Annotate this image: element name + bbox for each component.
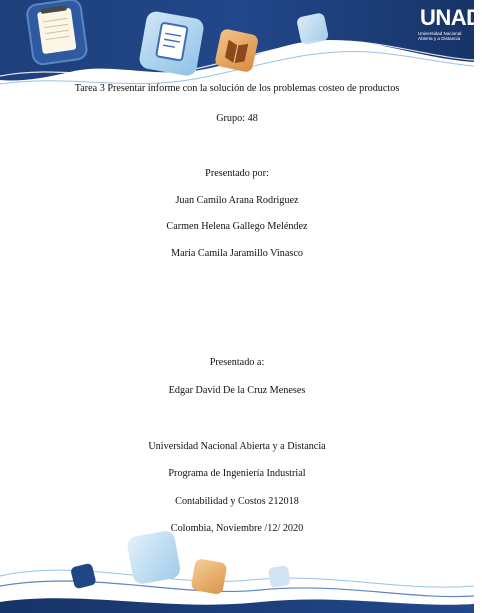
unad-wordmark: UNAD bbox=[420, 5, 482, 30]
author-name: Juan Camilo Arana Rodriguez bbox=[175, 195, 299, 206]
presented-by-label: Presentado por: bbox=[205, 168, 269, 179]
place-and-date: Colombia, Noviembre /12/ 2020 bbox=[170, 523, 304, 534]
document-title: Tarea 3 Presentar informe con la solución de los problemas costeo de productos bbox=[74, 83, 400, 94]
author-name: Maria Camila Jaramillo Vinasco bbox=[171, 248, 303, 259]
course-name: Contabilidad y Costos 212018 bbox=[175, 496, 299, 507]
unad-logo bbox=[414, 4, 482, 52]
university-name: Universidad Nacional Abierta y a Distancia bbox=[148, 441, 326, 452]
program-name: Programa de Ingeniería Industrial bbox=[168, 468, 306, 479]
unad-logo-subtitle: Universidad Nacional Abierta y a Distancia bbox=[418, 31, 462, 42]
bottom-decorative-banner bbox=[0, 528, 474, 613]
author-name: Carmen Helena Gallego Meléndez bbox=[166, 221, 308, 232]
presented-to-label: Presentado a: bbox=[209, 357, 265, 368]
tutor-name: Edgar David De la Cruz Meneses bbox=[168, 385, 306, 396]
group-number: Grupo: 48 bbox=[216, 113, 258, 124]
